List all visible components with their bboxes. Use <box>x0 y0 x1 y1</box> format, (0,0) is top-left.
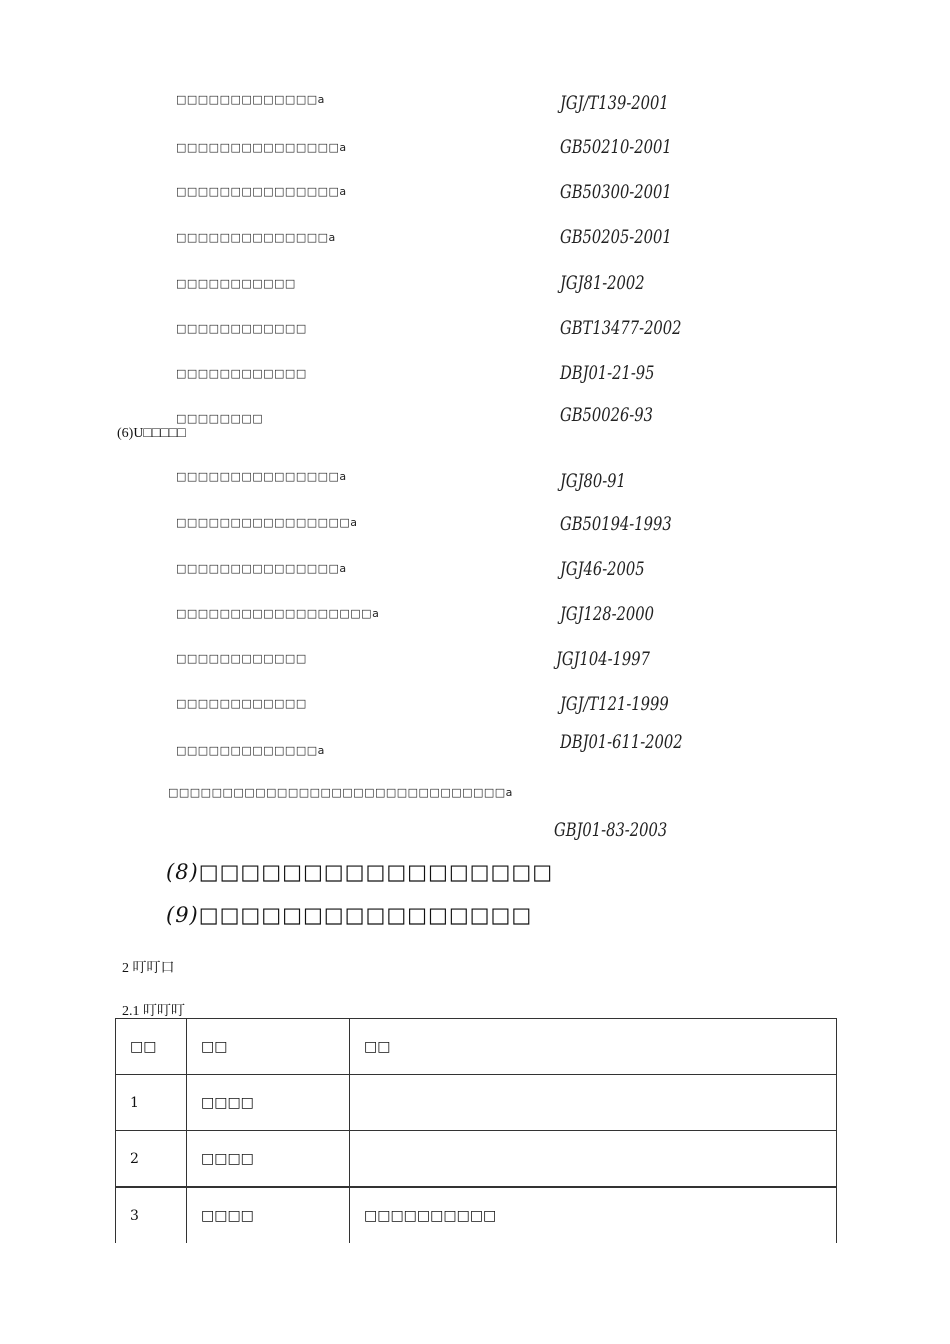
standard-name: □□□□□□□□□□□ <box>176 277 296 290</box>
standard-code: DBJ01-611-2002 <box>560 731 683 753</box>
standard-code: JGJ81-2002 <box>560 272 645 294</box>
standard-name: □□□□□□□□□□□□□□□□□□a <box>176 607 380 620</box>
standard-code: JGJ104-1997 <box>556 648 650 670</box>
table-row <box>116 1075 837 1131</box>
standard-name: □□□□□□□□□□□□□□□a <box>176 185 347 198</box>
table-cell: 3 <box>116 1187 187 1243</box>
list-item: (8)□□□□□□□□□□□□□□□□□ <box>166 860 554 884</box>
standard-name: □□□□□□□□□□□□□□a <box>176 231 336 244</box>
standard-code: GB50194-1993 <box>560 513 672 535</box>
table-header-row <box>116 1019 837 1075</box>
standard-name: □□□□□□□□□□□□□□□□a <box>176 516 358 529</box>
standard-code: GBT13477-2002 <box>560 317 682 339</box>
standard-code: GBJ01-83-2003 <box>554 819 668 841</box>
standard-code: JGJ/T139-2001 <box>560 92 669 114</box>
standard-name: □□□□□□□□□□□□ <box>176 697 307 710</box>
standard-name: □□□□□□□□□□□□ <box>176 322 307 335</box>
standard-name: □□□□□□□□□□□□ <box>176 367 307 380</box>
table-cell <box>350 1131 837 1188</box>
standard-name: □□□□□□□□□□□□□□□□□□□□□□□□□□□□□□□a <box>168 786 513 799</box>
standard-name: □□□□□□□□□□□□□□□a <box>176 562 347 575</box>
standard-code: GB50300-2001 <box>560 181 672 203</box>
table-row <box>116 1187 837 1243</box>
table-cell <box>350 1075 837 1131</box>
table-cell: 1 <box>116 1075 187 1131</box>
table-cell: □□□□ <box>187 1131 350 1188</box>
standard-name: □□□□□□□□□□□□□a <box>176 93 325 106</box>
standard-code: JGJ/T121-1999 <box>560 693 669 715</box>
section-heading: (6)U□□□□□ <box>117 426 186 441</box>
section-heading: 2 叮叮口 <box>122 961 175 976</box>
table-header-cell: □□ <box>116 1019 187 1075</box>
standard-name: □□□□□□□□□□□□□□□a <box>176 470 347 483</box>
standard-code: GB50210-2001 <box>560 136 672 158</box>
standard-name: □□□□□□□□□□□□□a <box>176 744 325 757</box>
table-cell: 2 <box>116 1131 187 1188</box>
table-cell: □□□□ <box>187 1187 350 1243</box>
standard-code: DBJ01-21-95 <box>560 362 655 384</box>
table-header-cell: □□ <box>350 1019 837 1075</box>
standard-code: JGJ46-2005 <box>560 558 645 580</box>
standard-name: □□□□□□□□□□□□ <box>176 652 307 665</box>
standard-name: □□□□□□□□ <box>176 412 264 425</box>
table-header-cell: □□ <box>187 1019 350 1075</box>
list-item: (9)□□□□□□□□□□□□□□□□ <box>166 903 533 927</box>
standard-name: □□□□□□□□□□□□□□□a <box>176 141 347 154</box>
standard-code: GB50205-2001 <box>560 226 672 248</box>
subsection-heading: 2.1 叮叮叮 <box>122 1004 185 1019</box>
table-cell: □□□□□□□□□□ <box>350 1187 837 1243</box>
table-row <box>116 1131 837 1188</box>
standard-code: JGJ128-2000 <box>560 603 654 625</box>
standard-code: GB50026-93 <box>560 404 653 426</box>
standard-code: JGJ80-91 <box>560 470 626 492</box>
spec-table <box>115 1018 837 1243</box>
table-cell: □□□□ <box>187 1075 350 1131</box>
